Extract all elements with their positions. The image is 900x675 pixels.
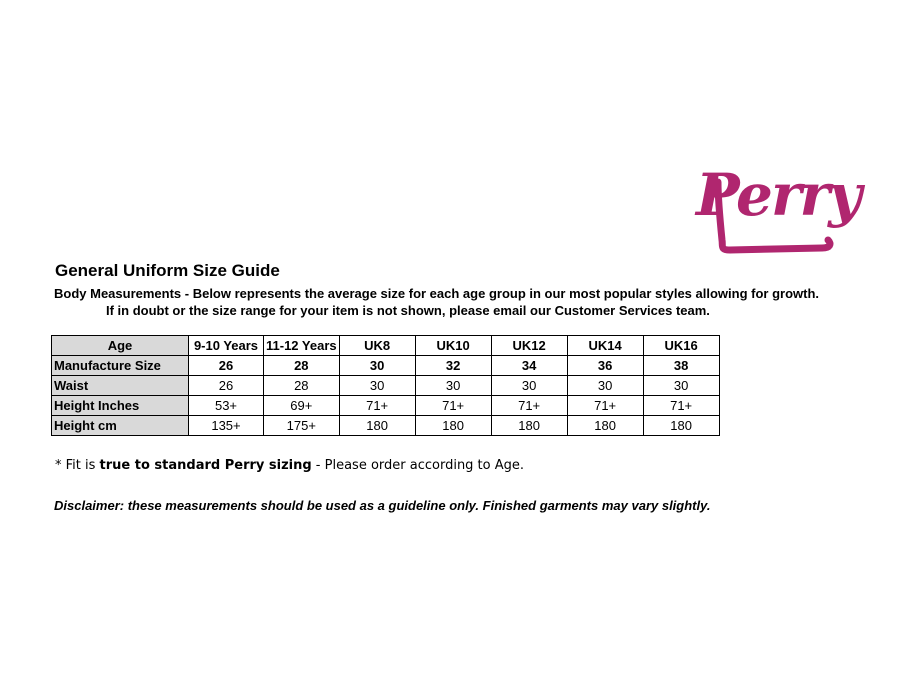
column-header: 9-10 Years <box>189 336 264 356</box>
table-cell: 71+ <box>339 396 415 416</box>
table-cell: 38 <box>643 356 719 376</box>
table-cell: 30 <box>643 376 719 396</box>
logo-wordmark: Perry <box>696 161 860 229</box>
table-cell: 34 <box>491 356 567 376</box>
table-cell: 180 <box>415 416 491 436</box>
table-cell: 26 <box>189 376 264 396</box>
table-cell: 30 <box>339 376 415 396</box>
row-label: Height cm <box>52 416 189 436</box>
table-cell: 180 <box>643 416 719 436</box>
subtitle-line-2: If in doubt or the size range for your item is not shown, please email our Customer Services team. <box>106 303 710 318</box>
table-cell: 30 <box>339 356 415 376</box>
column-header: UK8 <box>339 336 415 356</box>
row-label: Height Inches <box>52 396 189 416</box>
column-header: UK10 <box>415 336 491 356</box>
column-header: 11-12 Years <box>264 336 340 356</box>
page-title: General Uniform Size Guide <box>55 261 280 280</box>
table-cell: 30 <box>567 376 643 396</box>
table-cell: 26 <box>189 356 264 376</box>
disclaimer: Disclaimer: these measurements should be used as a guideline only. Finished garments may vary slightly. <box>54 498 711 513</box>
column-header: UK16 <box>643 336 719 356</box>
perry-logo <box>690 160 860 260</box>
table-cell: 135+ <box>189 416 264 436</box>
table-cell: 71+ <box>643 396 719 416</box>
fit-note-bold: true to standard Perry sizing <box>99 458 312 473</box>
table-header-row <box>52 336 720 356</box>
table-cell: 180 <box>491 416 567 436</box>
size-table <box>51 335 720 436</box>
column-header: UK14 <box>567 336 643 356</box>
row-label: Manufacture Size <box>52 356 189 376</box>
fit-note-prefix: * Fit is <box>55 458 100 473</box>
table-row <box>52 416 720 436</box>
table-cell: 175+ <box>264 416 340 436</box>
table-cell: 28 <box>264 376 340 396</box>
table-row <box>52 376 720 396</box>
table-cell: 30 <box>415 376 491 396</box>
table-cell: 28 <box>264 356 340 376</box>
table-cell: 71+ <box>491 396 567 416</box>
table-cell: 32 <box>415 356 491 376</box>
table-cell: 71+ <box>415 396 491 416</box>
table-cell: 36 <box>567 356 643 376</box>
header-age-cell: Age <box>52 336 189 356</box>
table-cell: 71+ <box>567 396 643 416</box>
column-header: UK12 <box>491 336 567 356</box>
row-label: Waist <box>52 376 189 396</box>
fit-note-suffix: - Please order according to Age. <box>311 458 525 473</box>
table-row <box>52 396 720 416</box>
subtitle-line-1: Body Measurements - Below represents the average size for each age group in our most popular styles allowing for growth. <box>54 286 820 301</box>
table-cell: 30 <box>491 376 567 396</box>
table-row <box>52 356 720 376</box>
table-cell: 53+ <box>189 396 264 416</box>
table-cell: 69+ <box>264 396 340 416</box>
fit-note <box>55 458 524 473</box>
table-cell: 180 <box>339 416 415 436</box>
table-cell: 180 <box>567 416 643 436</box>
